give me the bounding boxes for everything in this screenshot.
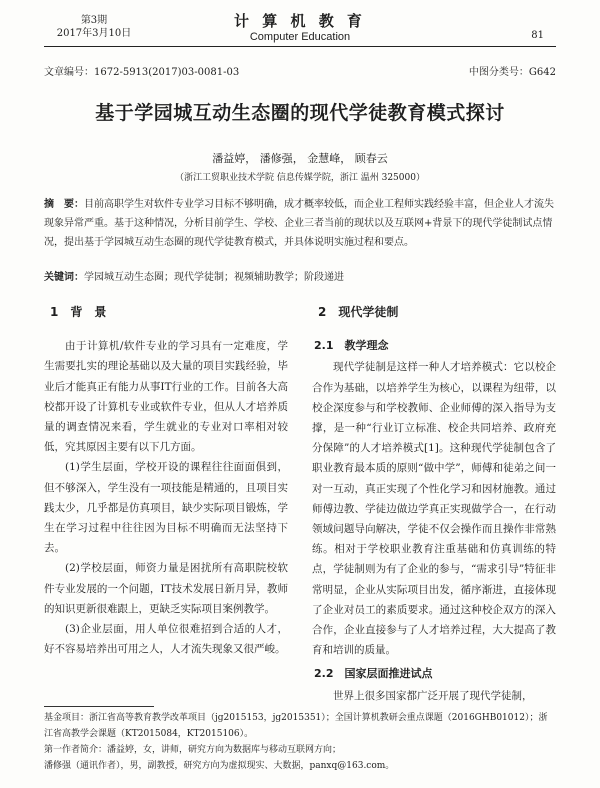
issue-number: 第3期 xyxy=(80,15,108,26)
classification-number: 中图分类号：G642 xyxy=(468,67,556,78)
page-number: 81 xyxy=(531,30,544,41)
footnote-rule xyxy=(44,706,154,707)
affiliation: （浙江工贸职业技术学院 信息传媒学院，浙江 温州 325000） xyxy=(175,173,425,183)
author-list: 潘益婷， 潘修强， 金慧峰， 顾春云 xyxy=(212,152,388,165)
keywords-text: 学园城互动生态圈；现代学徒制；视频辅助教学；阶段递进 xyxy=(84,272,344,283)
issue-info xyxy=(44,14,144,40)
journal-title-en: Computer Education xyxy=(249,31,351,43)
footnote-corresponding-author: 潘修强（通讯作者），男，副教授，研究方向为虚拟现实、大数据，panxq@163.com。 xyxy=(44,761,395,771)
section-heading: 1 背 景 xyxy=(50,305,107,319)
subsection-heading: 2.1 教学理念 xyxy=(314,339,389,353)
keywords xyxy=(44,268,556,283)
subsection-heading: 2.2 国家层面推进试点 xyxy=(314,667,433,681)
footnote-funding: 基金项目：浙江省高等教育教学改革项目（jg2015153，jg2015351）；全国计算机教研会重点课题（2016GHB01012）；浙江省高教学会课题（KT2015084，KT2015106）。 xyxy=(44,713,548,739)
body-paragraph: (2)学校层面，师资力量是困扰所有高职院校软件专业发展的一个问题，IT技术发展日新月异，教师的知识更新很难跟上，更缺乏实际项目案例教学。 xyxy=(44,562,288,615)
footnote-first-author: 第一作者简介：潘益婷，女，讲师，研究方向为数据库与移动互联网方向； xyxy=(44,745,342,755)
left-column xyxy=(44,302,288,659)
journal-masthead xyxy=(220,10,380,43)
footnotes xyxy=(44,710,556,774)
body-paragraph: 世界上很多国家都广泛开展了现代学徒制， xyxy=(333,689,533,702)
journal-title-cn: 计 算 机 教 育 xyxy=(234,12,366,30)
header-rule xyxy=(44,46,556,47)
body-paragraph: (3)企业层面，用人单位很难招到合适的人才，好不容易培养出可用之人，人才流失现象又很严峻。 xyxy=(44,623,288,656)
abstract-text: 目前高职学生对软件专业学习目标不够明确，成才概率较低，而企业工程师实践经验丰富，但企业人才流失现象异常严重。基于这种情况，分析目前学生、学校、企业三者当前的现状以及互联网+背景下的现代学徒制试点情况，提出基于学园城互动生态圈的现代学徒教育模式，并具体说明实施过程和要点。 xyxy=(44,199,554,248)
paper-title: 基于学园城互动生态圈的现代学徒教育模式探讨 xyxy=(95,102,505,124)
body-paragraph: (1)学生层面，学校开设的课程往往面面俱到，但不够深入，学生没有一项技能是精通的，且项目实践太少，几乎都是仿真项目，缺少实际项目锻炼，学生在学习过程中往往因为目标不明确而无法坚持下去。 xyxy=(44,461,288,555)
section-heading: 2 现代学徒制 xyxy=(318,305,399,319)
keywords-label: 关键词： xyxy=(44,272,84,283)
abstract xyxy=(44,195,556,252)
article-number: 文章编号：1672-5913(2017)03-0081-03 xyxy=(44,67,240,78)
abstract-label: 摘 要： xyxy=(44,199,84,210)
body-paragraph: 由于计算机/软件专业的学习具有一定难度，学生需要扎实的理论基础以及大量的项目实践经验，毕业后才能真正有能力从事IT行业的工作。目前各大高校都开设了计算机专业或软件专业，但从人才培养质量的调查情况来看，学生就业的专业对口率相对较低，究其原因主要有以下几方面。 xyxy=(44,340,288,454)
body-paragraph: 现代学徒制是这样一种人才培养模式：它以校企合作为基础，以培养学生为核心，以课程为纽带，以校企深度参与和学校教师、企业师傅的深入指导为支撑，是一种“行业订立标准、校企共同培养、政府充分保障”的人才培养模式[1]。这种现代学徒制包含了职业教育最本质的原则“做中学”，师傅和徒弟之间一对一互动，真正实现了个性化学习和因材施教。通过师傅边教、学徒边做边学真正实现做学合一，在行动领域问题导向解决，学徒不仅会操作而且操作非常熟练。相对于学校职业教育注重基础和仿真训练的特点，学徒制则为有了企业的参与，“需求引导”特征非常明显，企业从实际项目出发，循序渐进，直接体现了企业对员工的素质要求。通过这种校企双方的深入合作，企业直接参与了人才培养过程，大大提高了教育和培训的质量。 xyxy=(312,361,556,657)
issue-date: 2017年3月10日 xyxy=(56,28,132,39)
right-column xyxy=(312,302,556,706)
